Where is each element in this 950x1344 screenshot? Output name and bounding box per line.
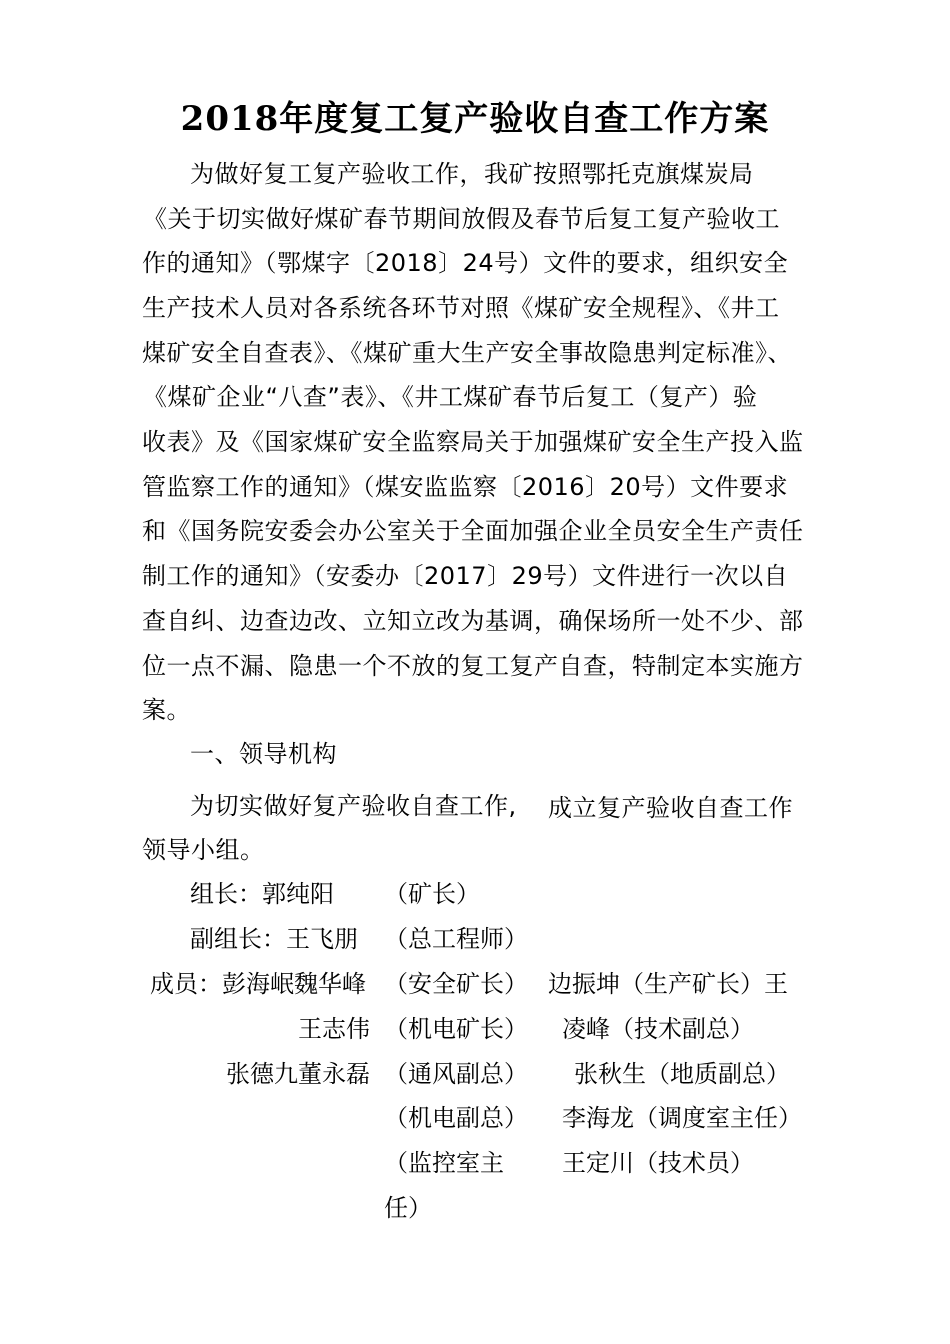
intro-line: 《关于切实做好煤矿春节期间放假及春节后复工复产验收工 — [143, 205, 780, 233]
member-cell: 张德九董永磊 — [226, 1060, 370, 1088]
member-cell: （机电副总） — [384, 1104, 528, 1132]
member-cell: （安全矿长） — [384, 970, 528, 998]
intro-line: 查自纠、边查边改、立知立改为基调，确保场所一处不少、部 — [142, 607, 804, 635]
section-heading: 一、领导机构 — [190, 740, 337, 768]
member-cell: 边振坤（生产矿长）王 — [548, 970, 788, 998]
intro-line: 收表》及《国家煤矿安全监察局关于加强煤矿安全生产投入监 — [142, 428, 804, 456]
intro-line: 和《国务院安委会办公室关于全面加强企业全员安全生产责任 — [142, 517, 804, 545]
intro-line: 案。 — [142, 696, 191, 724]
intro-line: 管监察工作的通知》（煤安监监察〔2016〕20号）文件要求 — [142, 473, 789, 501]
deputy-name: 副组长：王飞朋 — [190, 925, 358, 953]
intro-line: 位一点不漏、隐患一个不放的复工复产自查，特制定本实施方 — [142, 652, 804, 680]
member-cell: 王志伟 — [298, 1015, 370, 1043]
leader-name: 组长：郭纯阳 — [190, 880, 334, 908]
member-cell: 王定川（技术员） — [562, 1149, 754, 1177]
member-cell: （监控室主 — [384, 1149, 504, 1177]
leader-role: （矿长） — [384, 880, 480, 908]
group-intro-part-a: 为切实做好复产验收自查工作, — [190, 792, 517, 820]
intro-line: 生产技术人员对各系统各环节对照《煤矿安全规程》、《井工 — [142, 294, 780, 322]
members-label: 成员：彭海岷魏华峰 — [150, 970, 366, 998]
intro-line: 制工作的通知》（安委办〔2017〕29号）文件进行一次以自 — [142, 562, 789, 590]
deputy-role: （总工程师） — [384, 925, 528, 953]
intro-line: 《煤矿企业“八查”表》、《井工煤矿春节后复工（复产）验 — [143, 383, 758, 411]
member-cell: 李海龙（调度室主任） — [562, 1104, 802, 1132]
member-cell: 凌峰（技术副总） — [562, 1015, 754, 1043]
group-intro-part-b: 成立复产验收自查工作 — [548, 794, 793, 822]
member-cell: 任） — [384, 1194, 432, 1222]
intro-line: 作的通知》（鄂煤字〔2018〕24号）文件的要求，组织安全 — [142, 249, 789, 277]
member-cell: （通风副总） — [384, 1060, 528, 1088]
member-cell: 张秋生（地质副总） — [574, 1060, 790, 1088]
intro-line: 煤矿安全自查表》、《煤矿重大生产安全事故隐患判定标准》、 — [142, 339, 792, 367]
page-title: 2018年度复工复产验收自查工作方案 — [180, 99, 770, 139]
member-cell: （机电矿长） — [384, 1015, 528, 1043]
intro-line: 为做好复工复产验收工作，我矿按照鄂托克旗煤炭局 — [190, 160, 754, 188]
group-intro-part-c: 领导小组。 — [142, 836, 265, 864]
